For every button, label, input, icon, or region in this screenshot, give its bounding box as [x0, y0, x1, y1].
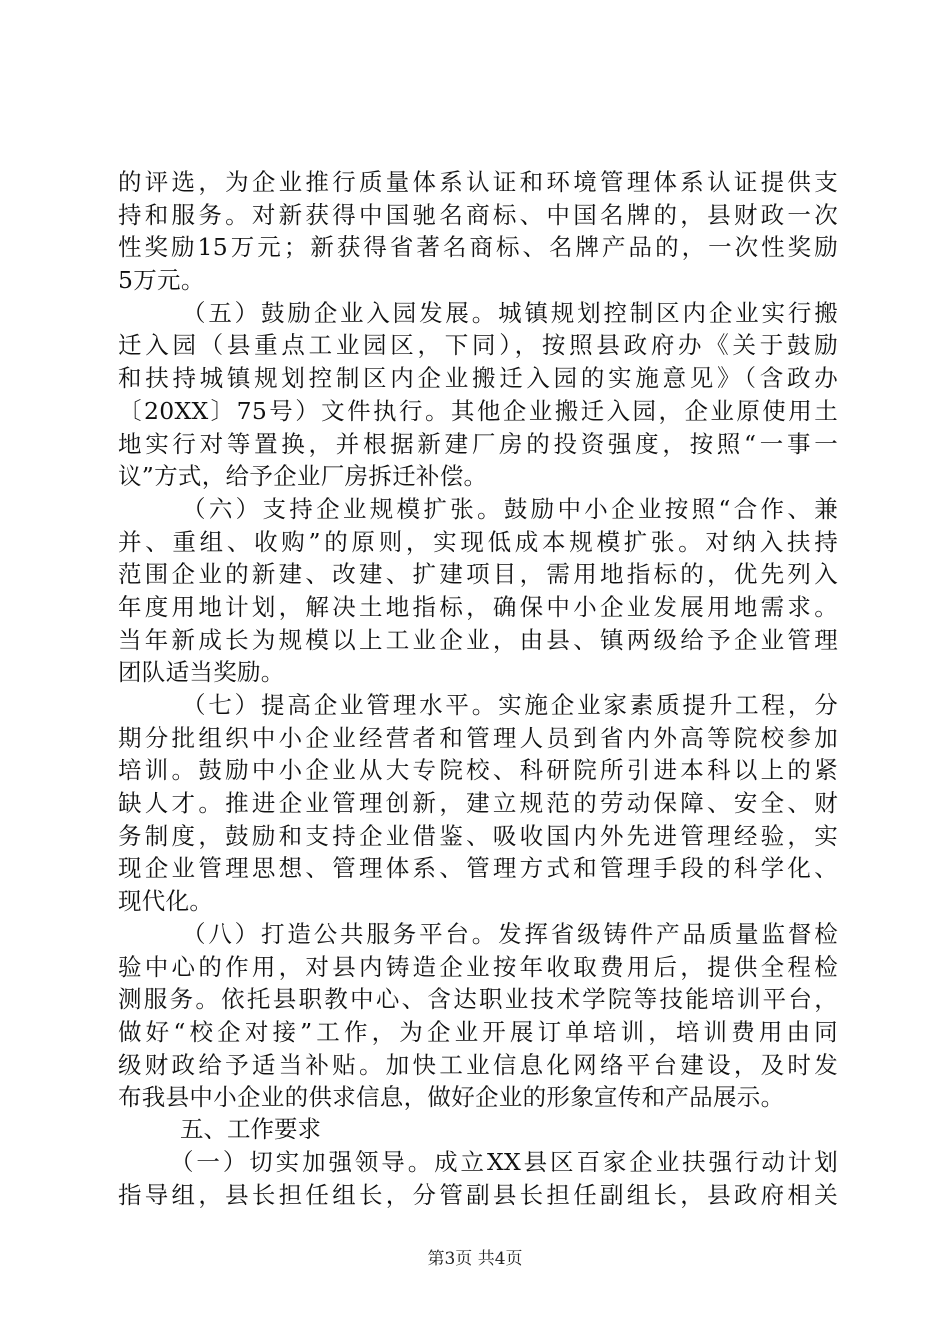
text-line: 团队适当奖励。 [118, 658, 285, 687]
document-body [118, 166, 838, 1114]
text-line: 年度用地计划，解决土地指标，确保中小企业发展用地需求。 [118, 592, 838, 621]
text-line: 现代化。 [118, 887, 214, 916]
text-line: 地实行对等置换，并根据新建厂房的投资强度，按照“一事一 [118, 429, 838, 458]
section-heading: 五、工作要求 [180, 1115, 321, 1143]
text-line: 当年新成长为规模以上工业企业，由县、镇两级给予企业管理 [118, 625, 838, 654]
text-line: 期分批组织中小企业经营者和管理人员到省内外高等院校参加 [118, 723, 838, 752]
text-line: 5万元。 [118, 266, 205, 295]
text-line: 级财政给予适当补贴。加快工业信息化网络平台建设，及时发 [118, 1050, 838, 1079]
text-line: 测服务。依托县职教中心、含达职业技术学院等技能培训平台， [118, 985, 838, 1014]
text-line: 验中心的作用，对县内铸造企业按年收取费用后，提供全程检 [118, 952, 838, 981]
text-line: 布我县中小企业的供求信息，做好企业的形象宣传和产品展示。 [118, 1083, 785, 1112]
text-line: 培训。鼓励中小企业从大专院校、科研院所引进本科以上的紧 [118, 756, 838, 785]
text-line: 缺人才。推进企业管理创新，建立规范的劳动保障、安全、财 [118, 789, 838, 818]
text-line: （五）鼓励企业入园发展。城镇规划控制区内企业实行搬 [182, 298, 838, 327]
text-line: 做好“校企对接”工作，为企业开展订单培训，培训费用由同 [118, 1017, 838, 1046]
text-line: 指导组，县长担任组长，分管副县长担任副组长，县政府相关 [118, 1180, 838, 1209]
text-line: （八）打造公共服务平台。发挥省级铸件产品质量监督检 [182, 919, 838, 948]
text-line: 和扶持城镇规划控制区内企业搬迁入园的实施意见》（含政办 [118, 364, 838, 393]
text-line: 性奖励15万元；新获得省著名商标、名牌产品的，一次性奖励 [118, 233, 838, 262]
text-line: 议”方式，给予企业厂房拆迁补偿。 [118, 462, 488, 491]
paragraph-five [118, 297, 838, 493]
text-line: （六）支持企业规模扩张。鼓励中小企业按照“合作、兼 [182, 494, 838, 523]
page-footer: 第3页 共4页 [427, 1249, 523, 1269]
text-line: 迁入园（县重点工业园区，下同），按照县政府办《关于鼓励 [118, 331, 838, 360]
text-line: （一）切实加强领导。成立XX县区百家企业扶强行动计划 [170, 1148, 838, 1176]
final-paragraph [118, 1146, 838, 1211]
paragraph-continuation [118, 166, 838, 297]
paragraph-six [118, 493, 838, 689]
paragraph-eight [118, 918, 838, 1114]
text-line: 持和服务。对新获得中国驰名商标、中国名牌的，县财政一次 [118, 200, 838, 229]
text-line: 并、重组、收购”的原则，实现低成本规模扩张。对纳入扶持 [118, 527, 838, 556]
text-line: 的评选，为企业推行质量体系认证和环境管理体系认证提供支 [118, 168, 838, 196]
paragraph-seven [118, 689, 838, 918]
text-line: 〔20XX〕75号）文件执行。其他企业搬迁入园，企业原使用土 [118, 396, 838, 425]
text-line: 现企业管理思想、管理体系、管理方式和管理手段的科学化、 [118, 854, 838, 883]
text-line: （七）提高企业管理水平。实施企业家素质提升工程，分 [182, 691, 838, 719]
text-line: 务制度，鼓励和支持企业借鉴、吸收国内外先进管理经验，实 [118, 821, 838, 850]
text-line: 范围企业的新建、改建、扩建项目，需用地指标的，优先列入 [118, 560, 838, 589]
